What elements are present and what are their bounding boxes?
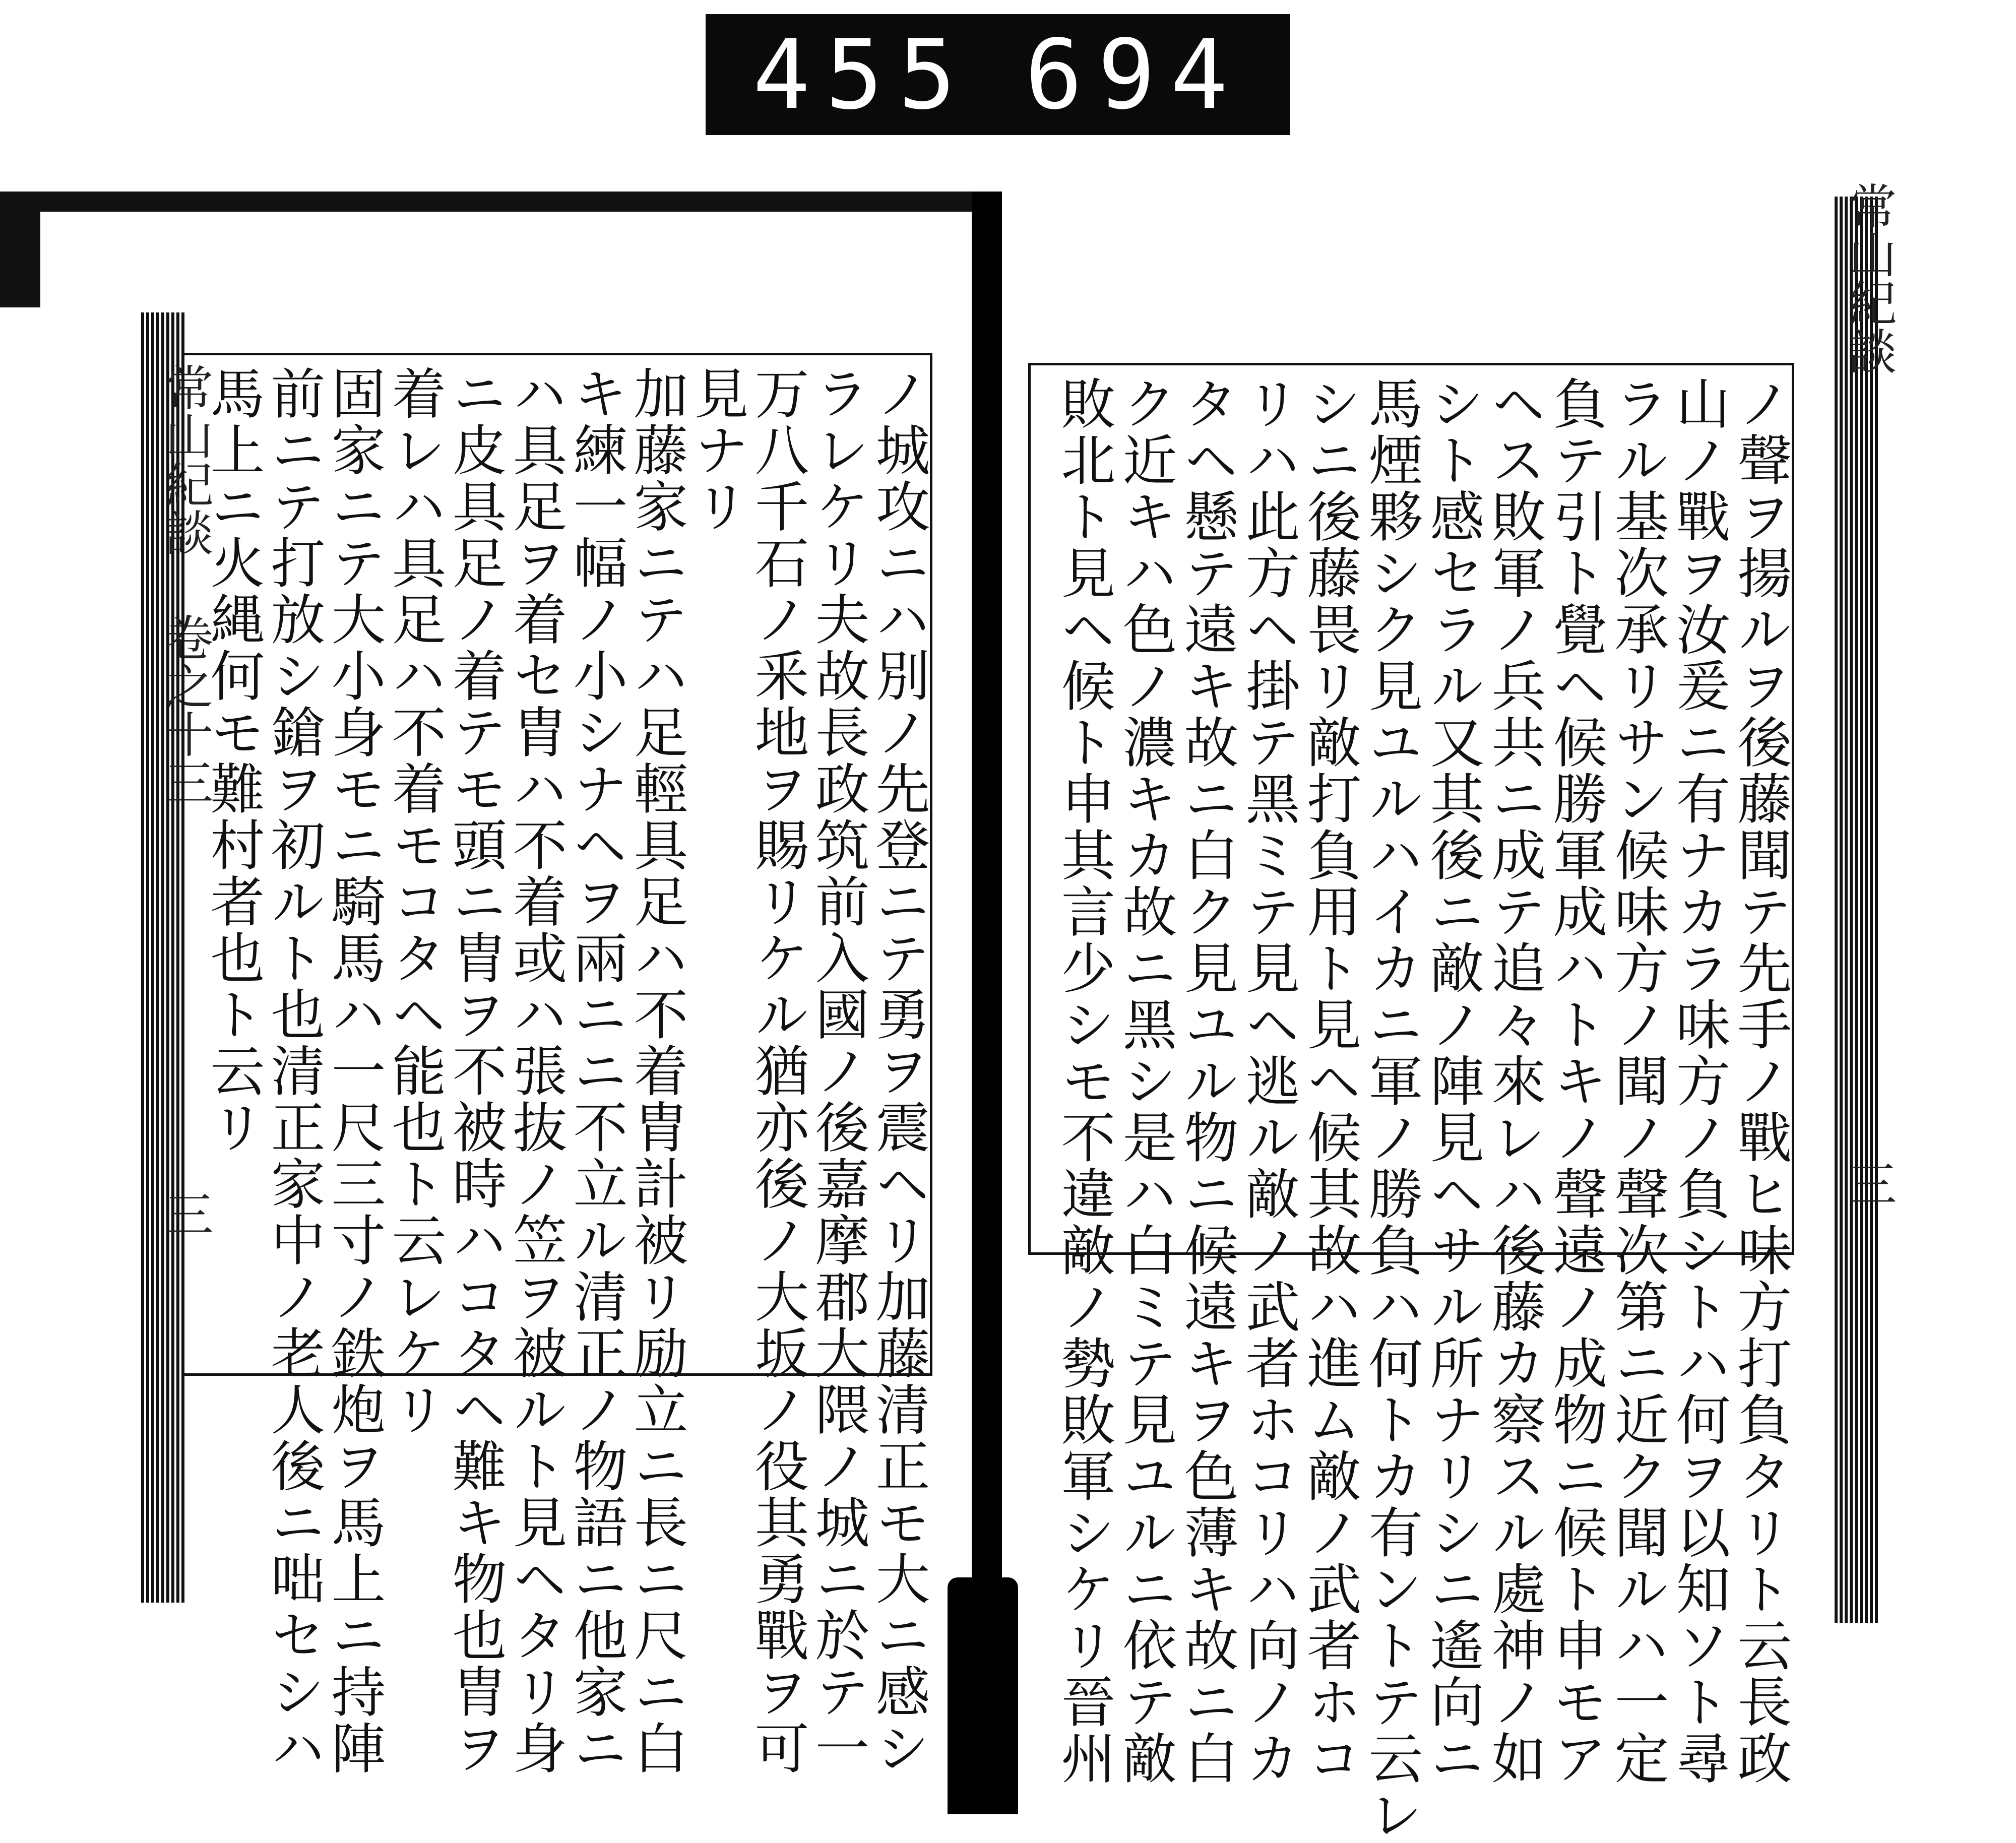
left-column-6: キ練一幅ノ小シナヘヲ兩ニニ不立ル清正ノ物語ニ他家ニ [564, 365, 627, 1776]
label-right-number: 694 [1025, 19, 1243, 131]
right-column-12: 敗北ト見ヘ候ト申其言少シモ不違敵ノ勢敗軍シケリ晉州 [1052, 375, 1115, 1787]
left-column-11: 前ニテ打放シ鎗ヲ初ルト也清正家中ノ老人後ニ咄セシハ [262, 365, 325, 1776]
right-column-10: タヘ懸テ遠キ故ニ白ク見ユル物ニ候遠キヲ色薄キ故ニ白 [1175, 375, 1238, 1787]
right-column-4: 負テ引ト覺ヘ候勝軍成ハトキノ聲遠ノ成物ニ候ト申モア [1544, 375, 1607, 1787]
left-column-4: 見ナリ [685, 365, 748, 535]
left-margin-title: 常山紀談 卷之十三 [157, 363, 214, 806]
right-page-edge [1835, 197, 1880, 1623]
right-margin-title: 常山紀談 [1841, 181, 1897, 375]
left-column-7: ハ具足ヲ着セ胄ハ不着或ハ張抜ノ笠ヲ被ルト見ヘタリ身 [503, 365, 566, 1776]
right-column-5: ヘス敗軍ノ兵共ニ成テ追々來レハ後藤カ察スル處神ノ如 [1482, 375, 1545, 1787]
right-column-8: シニ後藤畏リ敵打負用ト見ヘ候其故ハ進ム敵ノ武者ホコ [1298, 375, 1361, 1787]
left-column-1: ノ城攻ニハ別ノ先登ニテ勇ヲ震ヘリ加藤清正モ大ニ感シ [866, 365, 929, 1776]
left-column-3: 万八千石ノ釆地ヲ賜リケル猶亦後ノ大坂ノ役其勇戰ヲ可 [745, 365, 808, 1776]
left-column-10: 固家ニテ大小身モニ騎馬ハ一尺三寸ノ鉄炮ヲ馬上ニ持陣 [322, 365, 385, 1776]
right-column-7: 馬煙夥シク見ユルハイカニ軍ノ勝負ハ何トカ有ントテ云レ [1359, 375, 1422, 1843]
left-folio: 三 [157, 1189, 214, 1238]
left-column-8: ニ皮具足ノ着テモ頭ニ胄ヲ不被時ハコタヘ難キ物也胄ヲ [443, 365, 506, 1776]
label-left-number: 455 [752, 19, 971, 131]
left-column-2: ラレケリ夫故長政筑前入國ノ後嘉摩郡大隈ノ城ニ於テ一 [806, 365, 869, 1776]
left-column-9: 着レハ具足ハ不着モコタヘ能也ト云レケリ [383, 365, 446, 1438]
right-column-3: ラル基次承リサン候味方ノ聞ノ聲次第ニ近ク聞ルハ一定 [1605, 375, 1668, 1787]
right-column-9: リハ此方ヘ掛テ黑ミテ見ヘ逃ル敵ノ武者ホコリハ向ノカ [1236, 375, 1299, 1787]
left-page [181, 353, 932, 1776]
right-column-11: ク近キハ色ノ濃キカ故ニ黑シ是ハ白ミテ見ユルニ依テ敵 [1113, 375, 1176, 1787]
right-column-6: シト感セラル又其後ニ敵ノ陣見ヘサル所ナリシニ遙向ニ [1421, 375, 1484, 1787]
right-column-2: 山ノ戰ヲ汝爰ニ有ナカラ味方ノ負シトハ何ヲ以知ソト尋 [1667, 375, 1730, 1787]
right-folio: 三 [1841, 1159, 1897, 1208]
right-page [1028, 363, 1794, 1843]
left-column-5: 加藤家ニテハ足輕具足ハ不着胄計被リ励立ニ長ニ尺ニ白 [624, 365, 687, 1776]
binding-string [948, 1577, 1018, 1814]
left-page-corner [0, 212, 40, 307]
microfilm-label [706, 14, 1290, 135]
page-top-bar [0, 192, 988, 212]
right-column-1: ノ聲ヲ揚ルヲ後藤聞テ先手ノ戰ヒ味方打負タリト云長政 [1728, 375, 1791, 1787]
book-spine [972, 192, 1002, 1593]
left-column-12: 馬上ニ火縄何モ難村者也ト云リ [201, 365, 264, 1156]
